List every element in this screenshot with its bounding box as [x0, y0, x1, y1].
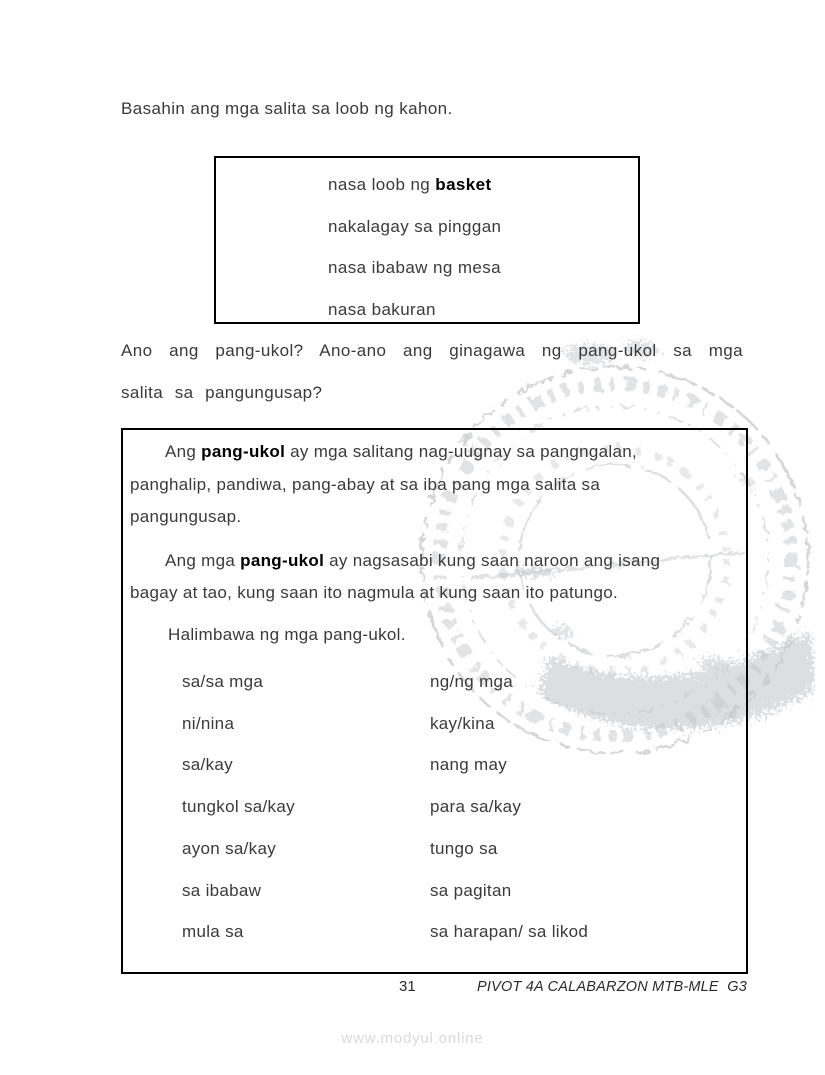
examples-heading: Halimbawa ng mga pang-ukol.	[168, 624, 406, 644]
word-box-line1-text: nasa loob ng	[328, 175, 436, 194]
example-item: sa/sa mga	[182, 672, 264, 691]
lesson-paragraph-1-rest: ay mga salitang nag-uugnay sa pangngalan, panghalip, pandiwa, pang-abay at sa iba pang mga salita sa pangungusap.	[130, 442, 637, 526]
instruction-text: Basahin ang mga salita sa loob ng kahon.	[121, 99, 453, 118]
edition-label: PIVOT 4A CALABARZON MTB-MLE G3	[477, 979, 747, 995]
examples-list	[182, 661, 736, 953]
example-item: mula sa	[182, 922, 244, 942]
word-box-line	[328, 164, 638, 206]
site-watermark: www.modyul.online	[341, 1030, 484, 1047]
example-item: ni/nina	[182, 713, 235, 733]
example-item: para sa/kay	[430, 797, 522, 817]
word-box-line: nasa ibabaw ng mesa	[328, 258, 501, 277]
example-item: sa ibabaw	[182, 880, 262, 900]
word-box	[214, 156, 640, 324]
page-number: 31	[399, 978, 416, 995]
example-item: tungo sa	[430, 838, 498, 858]
example-item: nang may	[430, 755, 508, 775]
lesson-box	[121, 428, 748, 974]
word-box-line: nasa bakuran	[328, 299, 436, 319]
lesson-paragraph-2-rest: ay nagsasabi kung saan naroon ang isang bagay at tao, kung saan ito nagmula at kung saan ito patungo.	[130, 550, 661, 602]
lesson-paragraph-1-bold: pang-ukol	[201, 442, 286, 461]
lesson-paragraph-1	[130, 436, 652, 534]
example-item: ayon sa/kay	[182, 838, 277, 858]
question-text: Ano ang pang-ukol? Ano-ano ang ginagawa ng pang-ukol sa mga salita sa pangungusap?	[121, 341, 743, 402]
example-item: sa/kay	[182, 755, 233, 775]
example-item: tungkol sa/kay	[182, 797, 295, 817]
word-box-line: nakalagay sa pinggan	[328, 216, 502, 236]
example-item: sa harapan/ sa likod	[430, 922, 589, 942]
example-item: ng/ng mga	[430, 672, 514, 691]
example-item: kay/kina	[430, 713, 495, 733]
lesson-paragraph-1-lead: Ang	[165, 442, 202, 461]
lesson-paragraph-2	[130, 545, 698, 610]
word-box-line1-bold: basket	[435, 175, 492, 194]
lesson-paragraph-2-lead: Ang mga	[165, 550, 241, 570]
example-item: sa pagitan	[430, 880, 512, 900]
lesson-paragraph-2-bold: pang-ukol	[240, 550, 325, 570]
